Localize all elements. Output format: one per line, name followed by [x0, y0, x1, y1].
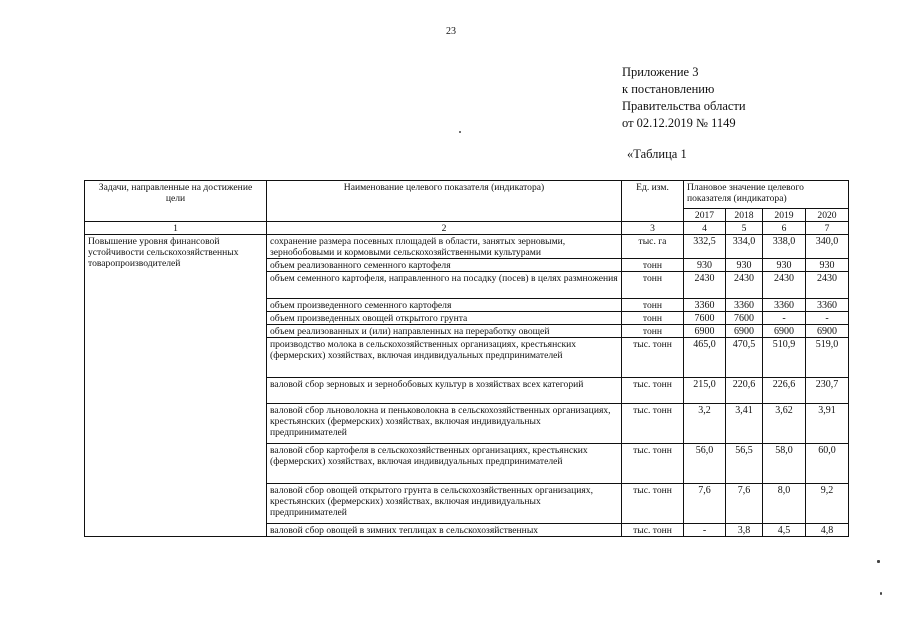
value-cell: 7600 — [726, 312, 763, 325]
value-cell: 6900 — [684, 325, 726, 338]
value-cell: 3360 — [726, 299, 763, 312]
indicator-cell: объем произведенных овощей открытого грунта — [267, 312, 622, 325]
value-cell: 470,5 — [726, 338, 763, 378]
header-year: 2018 — [726, 209, 763, 222]
unit-cell: тыс. тонн — [622, 404, 684, 444]
indicator-cell: валовой сбор овощей в зимних теплицах в сельскохозяйственных — [267, 524, 622, 537]
unit-cell: тыс. тонн — [622, 484, 684, 524]
appendix-line-4: от 02.12.2019 № 1149 — [622, 116, 736, 130]
scan-speck — [877, 560, 880, 563]
value-cell: - — [806, 312, 849, 325]
value-cell: 3,8 — [726, 524, 763, 537]
value-cell: 332,5 — [684, 235, 726, 259]
value-cell: 8,0 — [763, 484, 806, 524]
value-cell: 2430 — [806, 272, 849, 299]
value-cell: 2430 — [684, 272, 726, 299]
value-cell: 9,2 — [806, 484, 849, 524]
value-cell: 334,0 — [726, 235, 763, 259]
header-indicator: Наименование целевого показателя (индикатора) — [267, 181, 622, 222]
value-cell: 3,41 — [726, 404, 763, 444]
value-cell: 60,0 — [806, 444, 849, 484]
value-cell: 338,0 — [763, 235, 806, 259]
indicator-cell: объем реализованного семенного картофеля — [267, 259, 622, 272]
unit-cell: тыс. тонн — [622, 524, 684, 537]
value-cell: 226,6 — [763, 378, 806, 404]
value-cell: 3360 — [684, 299, 726, 312]
value-cell: 58,0 — [763, 444, 806, 484]
appendix-line-1: Приложение 3 — [622, 65, 699, 79]
value-cell: 56,5 — [726, 444, 763, 484]
value-cell: 7,6 — [684, 484, 726, 524]
value-cell: 2430 — [763, 272, 806, 299]
header-year: 2017 — [684, 209, 726, 222]
unit-cell: тыс. тонн — [622, 444, 684, 484]
value-cell: 3,62 — [763, 404, 806, 444]
value-cell: 3360 — [763, 299, 806, 312]
unit-cell: тонн — [622, 259, 684, 272]
value-cell: 7600 — [684, 312, 726, 325]
value-cell: - — [684, 524, 726, 537]
value-cell: 220,6 — [726, 378, 763, 404]
header-year: 2019 — [763, 209, 806, 222]
column-number: 6 — [763, 222, 806, 235]
indicator-cell: валовой сбор льноволокна и пеньковолокна в сельскохозяйственных организациях, крестьянских (фермерских) хозяйствах, включая индивидуальных предпринимателей — [267, 404, 622, 444]
value-cell: 930 — [726, 259, 763, 272]
unit-cell: тонн — [622, 325, 684, 338]
column-number: 4 — [684, 222, 726, 235]
header-year: 2020 — [806, 209, 849, 222]
value-cell: 6900 — [726, 325, 763, 338]
column-number: 5 — [726, 222, 763, 235]
value-cell: 4,5 — [763, 524, 806, 537]
indicator-cell: объем семенного картофеля, направленного на посадку (посев) в целях размножения — [267, 272, 622, 299]
table-caption: «Таблица 1 — [627, 147, 687, 161]
indicator-cell: объем реализованных и (или) направленных на переработку овощей — [267, 325, 622, 338]
value-cell: 3360 — [806, 299, 849, 312]
unit-cell: тонн — [622, 312, 684, 325]
header-unit: Ед. изм. — [622, 181, 684, 222]
value-cell: 7,6 — [726, 484, 763, 524]
column-number: 3 — [622, 222, 684, 235]
appendix-line-3: Правительства области — [622, 99, 746, 113]
header-planned: Плановое значение целевого показателя (индикатора) — [684, 181, 849, 209]
indicator-table — [84, 180, 849, 537]
indicator-cell: объем произведенного семенного картофеля — [267, 299, 622, 312]
goal-cell: Повышение уровня финансовой устойчивости сельскохозяйственных товаропроизводителей — [85, 235, 267, 537]
column-number-row — [85, 222, 849, 235]
indicator-cell: валовой сбор зерновых и зернобобовых культур в хозяйствах всех категорий — [267, 378, 622, 404]
unit-cell: тонн — [622, 299, 684, 312]
indicator-cell: производство молока в сельскохозяйственных организациях, крестьянских (фермерских) хозяйствах, включая индивидуальных предпринимателей — [267, 338, 622, 378]
value-cell: 2430 — [726, 272, 763, 299]
unit-cell: тыс. тонн — [622, 378, 684, 404]
value-cell: 340,0 — [806, 235, 849, 259]
appendix-line-2: к постановлению — [622, 82, 715, 96]
appendix-block — [622, 64, 746, 132]
value-cell: 465,0 — [684, 338, 726, 378]
value-cell: 56,0 — [684, 444, 726, 484]
column-number: 1 — [85, 222, 267, 235]
value-cell: 3,91 — [806, 404, 849, 444]
value-cell: 519,0 — [806, 338, 849, 378]
unit-cell: тонн — [622, 272, 684, 299]
column-number: 2 — [267, 222, 622, 235]
scan-speck — [880, 592, 882, 595]
value-cell: 4,8 — [806, 524, 849, 537]
column-number: 7 — [806, 222, 849, 235]
indicator-cell: валовой сбор овощей открытого грунта в сельскохозяйственных организациях, крестьянских (фермерских) хозяйствах, включая индивидуальных предпринимателей — [267, 484, 622, 524]
indicator-cell: валовой сбор картофеля в сельскохозяйственных организациях, крестьянских (фермерских) хозяйствах, включая индивидуальных предпринимателей — [267, 444, 622, 484]
unit-cell: тыс. га — [622, 235, 684, 259]
value-cell: 510,9 — [763, 338, 806, 378]
value-cell: 3,2 — [684, 404, 726, 444]
unit-cell: тыс. тонн — [622, 338, 684, 378]
value-cell: 230,7 — [806, 378, 849, 404]
scan-speck — [459, 131, 461, 133]
value-cell: 930 — [806, 259, 849, 272]
indicator-cell: сохранение размера посевных площадей в области, занятых зерновыми, зернобобовыми и кормовыми сельскохозяйственными культурами — [267, 235, 622, 259]
table-row — [85, 235, 849, 259]
value-cell: 6900 — [763, 325, 806, 338]
value-cell: 215,0 — [684, 378, 726, 404]
header-goal: Задачи, направленные на достижение цели — [85, 181, 267, 222]
header-row — [85, 181, 849, 209]
value-cell: - — [763, 312, 806, 325]
page-number: 23 — [446, 26, 456, 37]
value-cell: 6900 — [806, 325, 849, 338]
value-cell: 930 — [763, 259, 806, 272]
value-cell: 930 — [684, 259, 726, 272]
